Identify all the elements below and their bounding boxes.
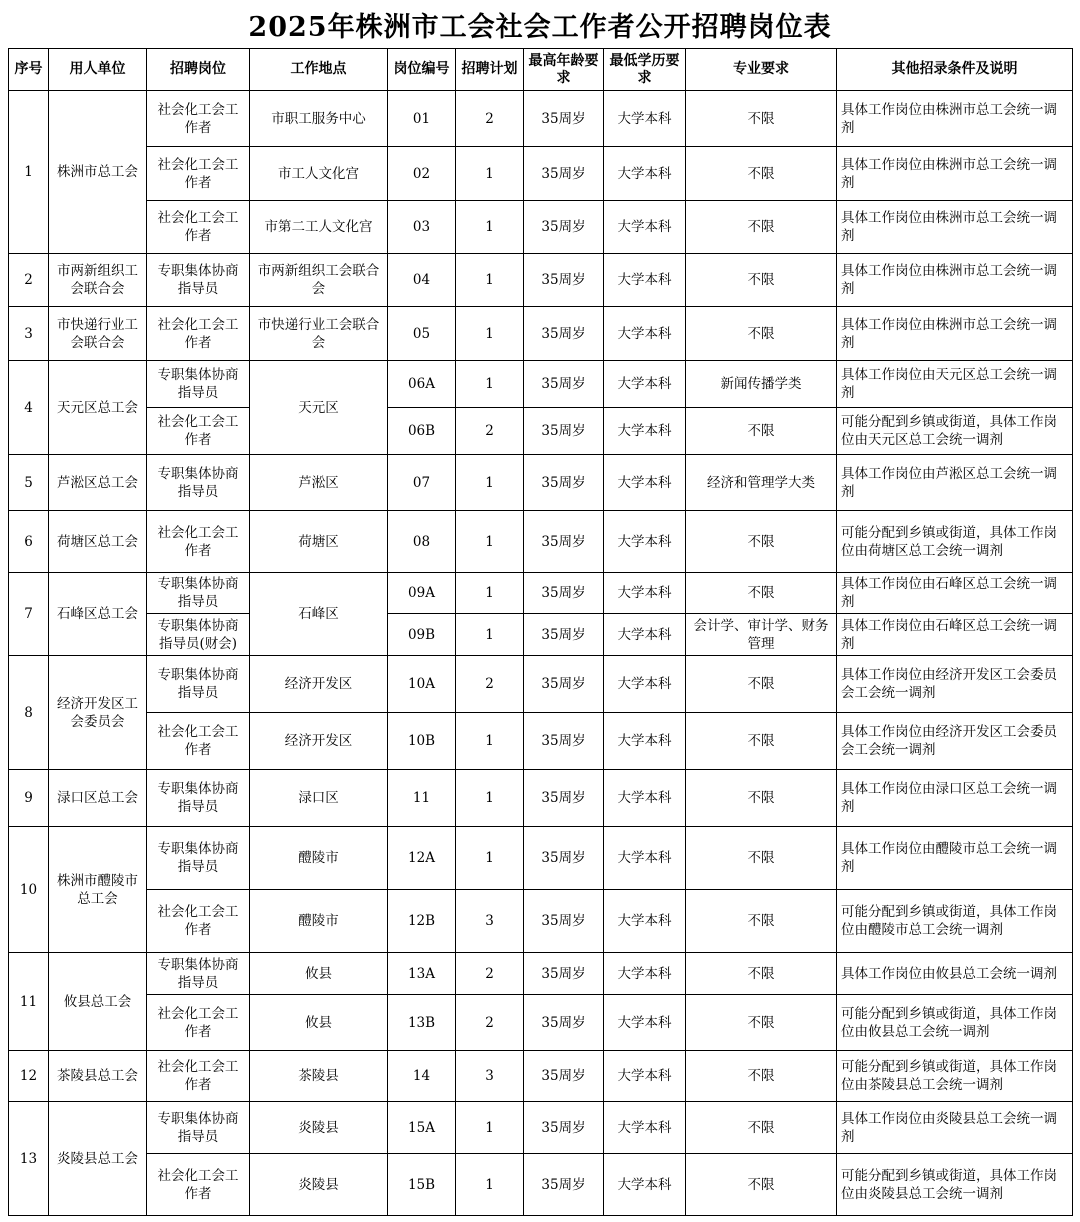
cell-unit: 市两新组织工会联合会 bbox=[49, 254, 147, 307]
cell-post: 社会化工会工作者 bbox=[147, 408, 250, 455]
cell-code: 15B bbox=[388, 1154, 456, 1216]
cell-post: 专职集体协商指导员(财会) bbox=[147, 614, 250, 656]
cell-other: 具体工作岗位由株洲市总工会统一调剂 bbox=[837, 254, 1073, 307]
cell-major: 不限 bbox=[686, 307, 837, 361]
cell-code: 03 bbox=[388, 201, 456, 254]
cell-edu: 大学本科 bbox=[604, 890, 686, 953]
cell-unit: 茶陵县总工会 bbox=[49, 1051, 147, 1102]
cell-code: 04 bbox=[388, 254, 456, 307]
cell-location: 荷塘区 bbox=[250, 511, 388, 573]
cell-code: 06B bbox=[388, 408, 456, 455]
cell-code: 09A bbox=[388, 573, 456, 614]
cell-seq: 7 bbox=[9, 573, 49, 656]
header-other: 其他招录条件及说明 bbox=[837, 49, 1073, 91]
table-row bbox=[9, 890, 1073, 953]
cell-age: 35周岁 bbox=[524, 995, 604, 1051]
cell-edu: 大学本科 bbox=[604, 656, 686, 713]
table-row bbox=[9, 770, 1073, 827]
cell-code: 09B bbox=[388, 614, 456, 656]
cell-post: 社会化工会工作者 bbox=[147, 147, 250, 201]
cell-major: 不限 bbox=[686, 511, 837, 573]
table-row bbox=[9, 1154, 1073, 1216]
cell-post: 专职集体协商指导员 bbox=[147, 656, 250, 713]
cell-post: 专职集体协商指导员 bbox=[147, 254, 250, 307]
table-row bbox=[9, 455, 1073, 511]
cell-major: 不限 bbox=[686, 573, 837, 614]
cell-plan: 1 bbox=[456, 455, 524, 511]
table-row bbox=[9, 827, 1073, 890]
table-row bbox=[9, 254, 1073, 307]
cell-unit: 株洲市总工会 bbox=[49, 91, 147, 254]
cell-unit: 攸县总工会 bbox=[49, 953, 147, 1051]
cell-post: 社会化工会工作者 bbox=[147, 307, 250, 361]
cell-other: 可能分配到乡镇或街道，具体工作岗位由攸县总工会统一调剂 bbox=[837, 995, 1073, 1051]
cell-other: 具体工作岗位由经济开发区工会委员会工会统一调剂 bbox=[837, 656, 1073, 713]
page-title: 2025年株洲市工会社会工作者公开招聘岗位表 bbox=[248, 11, 832, 43]
cell-plan: 1 bbox=[456, 147, 524, 201]
cell-age: 35周岁 bbox=[524, 1102, 604, 1154]
cell-age: 35周岁 bbox=[524, 361, 604, 408]
cell-location: 市快递行业工会联合会 bbox=[250, 307, 388, 361]
cell-seq: 8 bbox=[9, 656, 49, 770]
cell-post: 专职集体协商指导员 bbox=[147, 573, 250, 614]
cell-plan: 3 bbox=[456, 890, 524, 953]
cell-major: 新闻传播学类 bbox=[686, 361, 837, 408]
cell-seq: 9 bbox=[9, 770, 49, 827]
cell-other: 具体工作岗位由炎陵县总工会统一调剂 bbox=[837, 1102, 1073, 1154]
cell-location: 攸县 bbox=[250, 995, 388, 1051]
cell-unit: 炎陵县总工会 bbox=[49, 1102, 147, 1216]
cell-other: 可能分配到乡镇或街道，具体工作岗位由醴陵市总工会统一调剂 bbox=[837, 890, 1073, 953]
cell-other: 具体工作岗位由株洲市总工会统一调剂 bbox=[837, 91, 1073, 147]
cell-location: 经济开发区 bbox=[250, 656, 388, 713]
cell-major: 不限 bbox=[686, 656, 837, 713]
table-row bbox=[9, 1051, 1073, 1102]
cell-post: 社会化工会工作者 bbox=[147, 890, 250, 953]
cell-edu: 大学本科 bbox=[604, 307, 686, 361]
cell-other: 具体工作岗位由石峰区总工会统一调剂 bbox=[837, 573, 1073, 614]
cell-unit: 渌口区总工会 bbox=[49, 770, 147, 827]
cell-age: 35周岁 bbox=[524, 890, 604, 953]
cell-other: 具体工作岗位由经济开发区工会委员会工会统一调剂 bbox=[837, 713, 1073, 770]
table-row bbox=[9, 1102, 1073, 1154]
cell-other: 可能分配到乡镇或街道，具体工作岗位由天元区总工会统一调剂 bbox=[837, 408, 1073, 455]
cell-major: 不限 bbox=[686, 953, 837, 995]
header-unit: 用人单位 bbox=[49, 49, 147, 91]
cell-plan: 1 bbox=[456, 713, 524, 770]
cell-plan: 1 bbox=[456, 1154, 524, 1216]
cell-location: 市职工服务中心 bbox=[250, 91, 388, 147]
cell-major: 不限 bbox=[686, 201, 837, 254]
cell-location: 市两新组织工会联合会 bbox=[250, 254, 388, 307]
cell-major: 会计学、审计学、财务管理 bbox=[686, 614, 837, 656]
cell-location: 渌口区 bbox=[250, 770, 388, 827]
table-row bbox=[9, 147, 1073, 201]
cell-edu: 大学本科 bbox=[604, 1051, 686, 1102]
cell-location: 芦淞区 bbox=[250, 455, 388, 511]
cell-plan: 2 bbox=[456, 953, 524, 995]
header-post: 招聘岗位 bbox=[147, 49, 250, 91]
cell-other: 具体工作岗位由株洲市总工会统一调剂 bbox=[837, 201, 1073, 254]
cell-edu: 大学本科 bbox=[604, 408, 686, 455]
cell-post: 专职集体协商指导员 bbox=[147, 953, 250, 995]
cell-plan: 1 bbox=[456, 770, 524, 827]
cell-code: 05 bbox=[388, 307, 456, 361]
cell-unit: 荷塘区总工会 bbox=[49, 511, 147, 573]
cell-seq: 13 bbox=[9, 1102, 49, 1216]
cell-major: 经济和管理学大类 bbox=[686, 455, 837, 511]
cell-plan: 1 bbox=[456, 361, 524, 408]
cell-unit: 株洲市醴陵市总工会 bbox=[49, 827, 147, 953]
cell-code: 02 bbox=[388, 147, 456, 201]
table-row bbox=[9, 953, 1073, 995]
cell-other: 具体工作岗位由芦淞区总工会统一调剂 bbox=[837, 455, 1073, 511]
cell-post: 社会化工会工作者 bbox=[147, 1154, 250, 1216]
cell-other: 具体工作岗位由醴陵市总工会统一调剂 bbox=[837, 827, 1073, 890]
cell-code: 14 bbox=[388, 1051, 456, 1102]
cell-location: 醴陵市 bbox=[250, 890, 388, 953]
cell-major: 不限 bbox=[686, 147, 837, 201]
cell-post: 社会化工会工作者 bbox=[147, 1051, 250, 1102]
cell-seq: 4 bbox=[9, 361, 49, 455]
cell-code: 10B bbox=[388, 713, 456, 770]
cell-seq: 11 bbox=[9, 953, 49, 1051]
cell-edu: 大学本科 bbox=[604, 147, 686, 201]
cell-other: 可能分配到乡镇或街道，具体工作岗位由炎陵县总工会统一调剂 bbox=[837, 1154, 1073, 1216]
cell-other: 可能分配到乡镇或街道，具体工作岗位由荷塘区总工会统一调剂 bbox=[837, 511, 1073, 573]
recruitment-table bbox=[8, 48, 1073, 1216]
cell-major: 不限 bbox=[686, 713, 837, 770]
table-row bbox=[9, 573, 1073, 614]
cell-post: 社会化工会工作者 bbox=[147, 511, 250, 573]
table-row bbox=[9, 408, 1073, 455]
header-location: 工作地点 bbox=[250, 49, 388, 91]
cell-major: 不限 bbox=[686, 91, 837, 147]
cell-code: 07 bbox=[388, 455, 456, 511]
cell-plan: 1 bbox=[456, 1102, 524, 1154]
cell-post: 社会化工会工作者 bbox=[147, 995, 250, 1051]
cell-code: 13A bbox=[388, 953, 456, 995]
cell-post: 社会化工会工作者 bbox=[147, 713, 250, 770]
cell-age: 35周岁 bbox=[524, 455, 604, 511]
cell-edu: 大学本科 bbox=[604, 1102, 686, 1154]
cell-age: 35周岁 bbox=[524, 307, 604, 361]
cell-unit: 石峰区总工会 bbox=[49, 573, 147, 656]
cell-age: 35周岁 bbox=[524, 254, 604, 307]
cell-plan: 1 bbox=[456, 201, 524, 254]
cell-major: 不限 bbox=[686, 1102, 837, 1154]
cell-age: 35周岁 bbox=[524, 1051, 604, 1102]
cell-code: 15A bbox=[388, 1102, 456, 1154]
table-row bbox=[9, 361, 1073, 408]
cell-edu: 大学本科 bbox=[604, 455, 686, 511]
cell-age: 35周岁 bbox=[524, 713, 604, 770]
header-seq: 序号 bbox=[9, 49, 49, 91]
cell-code: 10A bbox=[388, 656, 456, 713]
cell-seq: 10 bbox=[9, 827, 49, 953]
cell-age: 35周岁 bbox=[524, 201, 604, 254]
cell-other: 具体工作岗位由渌口区总工会统一调剂 bbox=[837, 770, 1073, 827]
cell-seq: 12 bbox=[9, 1051, 49, 1102]
cell-other: 具体工作岗位由石峰区总工会统一调剂 bbox=[837, 614, 1073, 656]
cell-location: 经济开发区 bbox=[250, 713, 388, 770]
cell-location: 市第二工人文化宫 bbox=[250, 201, 388, 254]
cell-other: 可能分配到乡镇或街道，具体工作岗位由茶陵县总工会统一调剂 bbox=[837, 1051, 1073, 1102]
cell-plan: 1 bbox=[456, 614, 524, 656]
header-edu: 最低学历要求 bbox=[604, 49, 686, 91]
cell-code: 01 bbox=[388, 91, 456, 147]
cell-edu: 大学本科 bbox=[604, 573, 686, 614]
cell-plan: 2 bbox=[456, 91, 524, 147]
cell-seq: 5 bbox=[9, 455, 49, 511]
cell-edu: 大学本科 bbox=[604, 1154, 686, 1216]
cell-plan: 2 bbox=[456, 408, 524, 455]
cell-major: 不限 bbox=[686, 408, 837, 455]
cell-age: 35周岁 bbox=[524, 656, 604, 713]
cell-age: 35周岁 bbox=[524, 1154, 604, 1216]
cell-edu: 大学本科 bbox=[604, 953, 686, 995]
table-row bbox=[9, 307, 1073, 361]
table-header-row bbox=[9, 49, 1073, 91]
cell-plan: 3 bbox=[456, 1051, 524, 1102]
cell-post: 专职集体协商指导员 bbox=[147, 1102, 250, 1154]
cell-post: 专职集体协商指导员 bbox=[147, 455, 250, 511]
cell-other: 具体工作岗位由天元区总工会统一调剂 bbox=[837, 361, 1073, 408]
cell-code: 06A bbox=[388, 361, 456, 408]
cell-major: 不限 bbox=[686, 1154, 837, 1216]
cell-post: 专职集体协商指导员 bbox=[147, 827, 250, 890]
table-row bbox=[9, 614, 1073, 656]
cell-major: 不限 bbox=[686, 770, 837, 827]
cell-seq: 1 bbox=[9, 91, 49, 254]
cell-location: 醴陵市 bbox=[250, 827, 388, 890]
cell-age: 35周岁 bbox=[524, 614, 604, 656]
table-row bbox=[9, 511, 1073, 573]
cell-seq: 2 bbox=[9, 254, 49, 307]
cell-plan: 1 bbox=[456, 511, 524, 573]
header-code: 岗位编号 bbox=[388, 49, 456, 91]
table-row bbox=[9, 713, 1073, 770]
header-age: 最高年龄要求 bbox=[524, 49, 604, 91]
cell-edu: 大学本科 bbox=[604, 511, 686, 573]
cell-plan: 1 bbox=[456, 254, 524, 307]
cell-edu: 大学本科 bbox=[604, 254, 686, 307]
cell-major: 不限 bbox=[686, 890, 837, 953]
cell-post: 社会化工会工作者 bbox=[147, 91, 250, 147]
cell-code: 08 bbox=[388, 511, 456, 573]
table-row bbox=[9, 91, 1073, 147]
cell-location: 攸县 bbox=[250, 953, 388, 995]
table-row bbox=[9, 995, 1073, 1051]
cell-unit: 经济开发区工会委员会 bbox=[49, 656, 147, 770]
cell-major: 不限 bbox=[686, 827, 837, 890]
cell-plan: 2 bbox=[456, 656, 524, 713]
cell-code: 11 bbox=[388, 770, 456, 827]
cell-age: 35周岁 bbox=[524, 511, 604, 573]
cell-edu: 大学本科 bbox=[604, 91, 686, 147]
table-row bbox=[9, 656, 1073, 713]
cell-edu: 大学本科 bbox=[604, 713, 686, 770]
cell-age: 35周岁 bbox=[524, 953, 604, 995]
cell-plan: 1 bbox=[456, 573, 524, 614]
cell-code: 12B bbox=[388, 890, 456, 953]
cell-edu: 大学本科 bbox=[604, 361, 686, 408]
cell-post: 专职集体协商指导员 bbox=[147, 361, 250, 408]
cell-location: 茶陵县 bbox=[250, 1051, 388, 1102]
cell-edu: 大学本科 bbox=[604, 770, 686, 827]
cell-age: 35周岁 bbox=[524, 91, 604, 147]
cell-unit: 芦淞区总工会 bbox=[49, 455, 147, 511]
cell-edu: 大学本科 bbox=[604, 995, 686, 1051]
cell-edu: 大学本科 bbox=[604, 201, 686, 254]
cell-other: 具体工作岗位由株洲市总工会统一调剂 bbox=[837, 147, 1073, 201]
cell-age: 35周岁 bbox=[524, 827, 604, 890]
cell-unit: 市快递行业工会联合会 bbox=[49, 307, 147, 361]
cell-seq: 3 bbox=[9, 307, 49, 361]
cell-code: 12A bbox=[388, 827, 456, 890]
cell-major: 不限 bbox=[686, 254, 837, 307]
cell-plan: 1 bbox=[456, 307, 524, 361]
cell-age: 35周岁 bbox=[524, 408, 604, 455]
cell-major: 不限 bbox=[686, 1051, 837, 1102]
cell-code: 13B bbox=[388, 995, 456, 1051]
header-major: 专业要求 bbox=[686, 49, 837, 91]
header-plan: 招聘计划 bbox=[456, 49, 524, 91]
cell-seq: 6 bbox=[9, 511, 49, 573]
cell-location: 炎陵县 bbox=[250, 1102, 388, 1154]
cell-location: 天元区 bbox=[250, 361, 388, 455]
cell-post: 社会化工会工作者 bbox=[147, 201, 250, 254]
cell-location: 炎陵县 bbox=[250, 1154, 388, 1216]
cell-plan: 2 bbox=[456, 995, 524, 1051]
cell-edu: 大学本科 bbox=[604, 614, 686, 656]
cell-unit: 天元区总工会 bbox=[49, 361, 147, 455]
cell-plan: 1 bbox=[456, 827, 524, 890]
cell-location: 石峰区 bbox=[250, 573, 388, 656]
cell-major: 不限 bbox=[686, 995, 837, 1051]
cell-post: 专职集体协商指导员 bbox=[147, 770, 250, 827]
cell-edu: 大学本科 bbox=[604, 827, 686, 890]
table-row bbox=[9, 201, 1073, 254]
cell-age: 35周岁 bbox=[524, 573, 604, 614]
cell-other: 具体工作岗位由株洲市总工会统一调剂 bbox=[837, 307, 1073, 361]
cell-other: 具体工作岗位由攸县总工会统一调剂 bbox=[837, 953, 1073, 995]
cell-age: 35周岁 bbox=[524, 770, 604, 827]
cell-age: 35周岁 bbox=[524, 147, 604, 201]
cell-location: 市工人文化宫 bbox=[250, 147, 388, 201]
